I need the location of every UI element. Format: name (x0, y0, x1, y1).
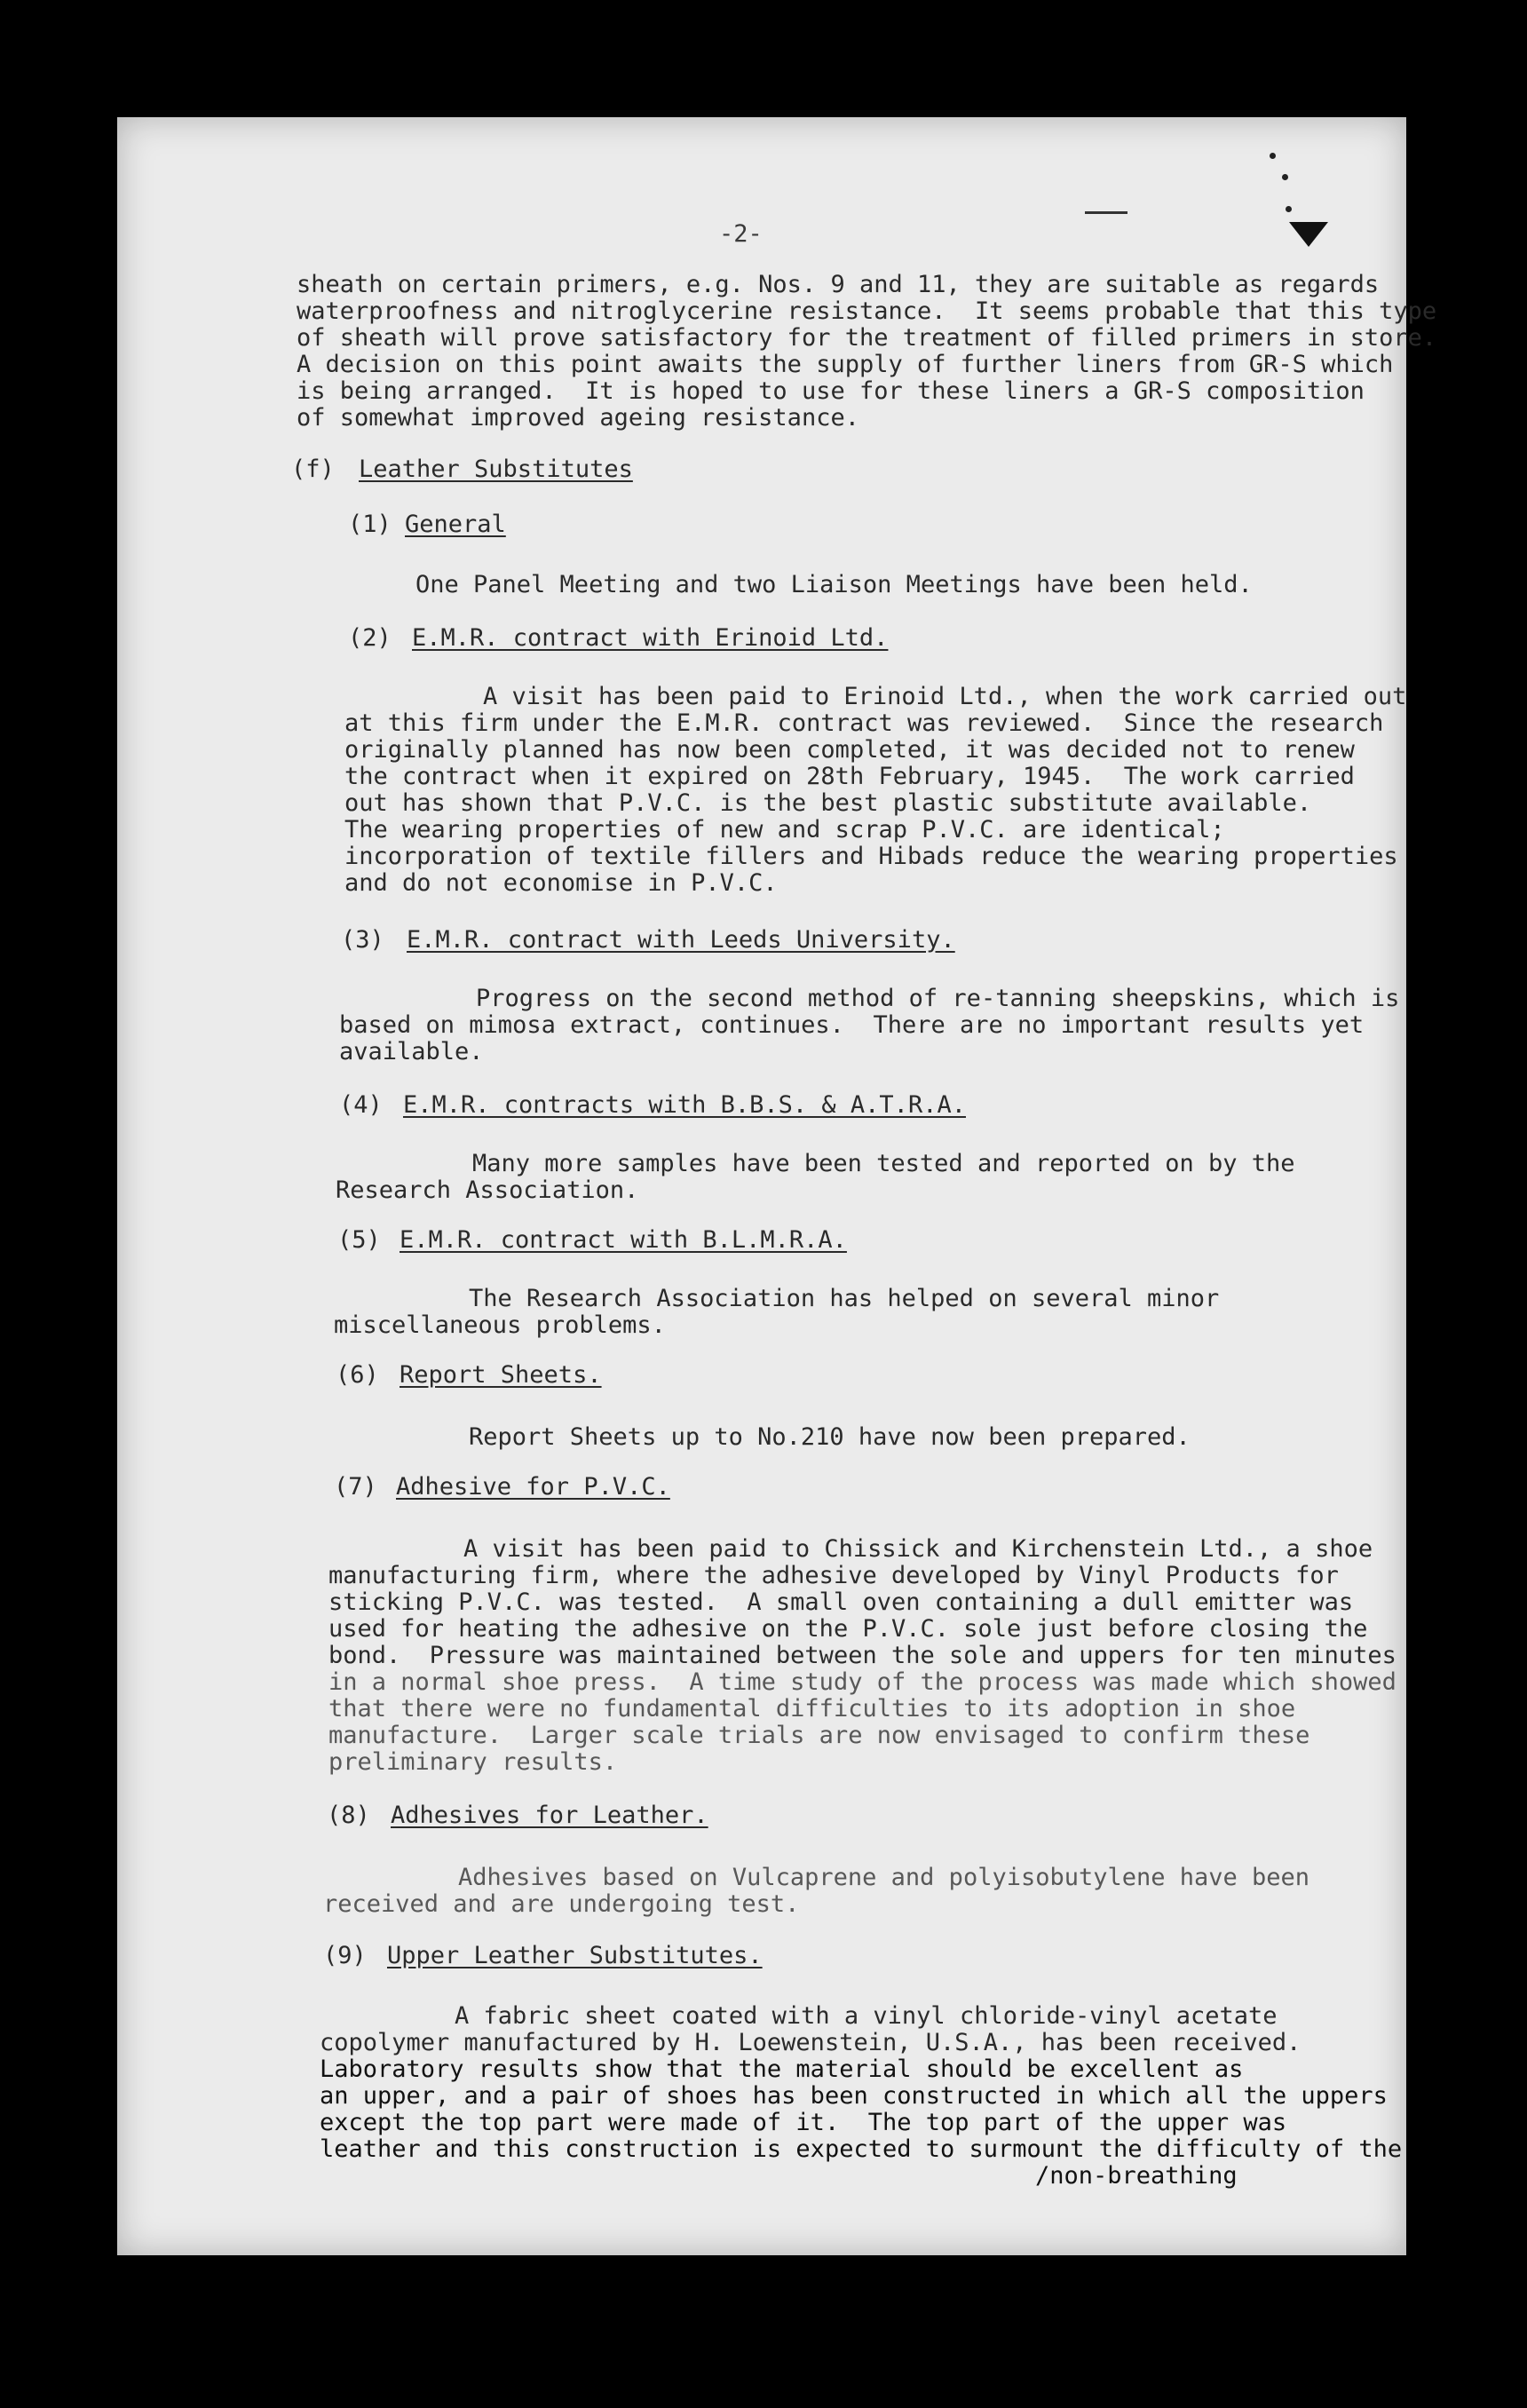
item-number: (9) (323, 1942, 367, 1969)
item-heading: Upper Leather Substitutes. (387, 1942, 763, 1969)
paragraph-line: Research Association. (336, 1176, 639, 1204)
paragraph-line: of sheath will prove satisfactory for the treatment of filled primers in store. (297, 324, 1437, 352)
paragraph-line: Progress on the second method of re-tanning sheepskins, which is (476, 985, 1400, 1012)
paragraph-line: The wearing properties of new and scrap P.V.C. are identical; (344, 816, 1225, 844)
paragraph-line: sticking P.V.C. was tested. A small oven containing a dull emitter was (328, 1588, 1354, 1616)
item-number: (4) (339, 1091, 383, 1119)
page-number: -2- (719, 220, 763, 248)
paragraph-line: manufacture. Larger scale trials are now envisaged to confirm these (328, 1722, 1310, 1749)
paragraph-line: A fabric sheet coated with a vinyl chloride-vinyl acetate (455, 2002, 1278, 2030)
paragraph-line: originally planned has now been completed, it was decided not to renew (344, 736, 1355, 764)
item-heading: General (405, 511, 506, 538)
paragraph-line: preliminary results. (328, 1748, 618, 1776)
paragraph-line: and do not economise in P.V.C. (344, 869, 778, 897)
paragraph-line: except the top part were made of it. The top part of the upper was (320, 2109, 1287, 2136)
paragraph-line: bond. Pressure was maintained between the sole and uppers for ten minutes (328, 1642, 1396, 1669)
paragraph-line: is being arranged. It is hoped to use for these liners a GR-S composition (297, 377, 1365, 405)
paragraph-line: of somewhat improved ageing resistance. (297, 404, 859, 432)
item-heading: E.M.R. contract with B.L.M.R.A. (400, 1226, 847, 1254)
paragraph-line: based on mimosa extract, continues. There are no important results yet (339, 1011, 1365, 1039)
paragraph-line: A visit has been paid to Erinoid Ltd., when the work carried out (483, 683, 1407, 710)
paragraph-line: incorporation of textile fillers and Hibads reduce the wearing properties (344, 843, 1398, 870)
paragraph-line: sheath on certain primers, e.g. Nos. 9 and 11, they are suitable as regards (297, 271, 1380, 298)
item-number: (7) (334, 1473, 377, 1501)
item-number: (6) (336, 1361, 379, 1389)
paragraph-line: available. (339, 1038, 484, 1065)
item-heading: E.M.R. contract with Erinoid Ltd. (412, 624, 889, 652)
paragraph-line: at this firm under the E.M.R. contract was reviewed. Since the research (344, 709, 1384, 737)
paragraph-line: that there were no fundamental difficulties to its adoption in shoe (328, 1695, 1296, 1723)
paragraph-line: Laboratory results show that the material should be excellent as (320, 2056, 1244, 2083)
paragraph-line: Report Sheets up to No.210 have now been prepared. (469, 1423, 1191, 1451)
paragraph-line: Many more samples have been tested and reported on by the (472, 1150, 1295, 1177)
catchword: /non-breathing (1035, 2162, 1238, 2190)
paragraph-line: manufacturing firm, where the adhesive developed by Vinyl Products for (328, 1562, 1339, 1589)
paragraph-line: the contract when it expired on 28th February, 1945. The work carried (344, 763, 1355, 790)
item-heading: E.M.R. contract with Leeds University. (407, 926, 955, 954)
section-title: Leather Substitutes (359, 455, 633, 483)
paragraph-line: leather and this construction is expected to surmount the difficulty of the (320, 2135, 1403, 2163)
ink-mark (1286, 206, 1292, 212)
item-heading: E.M.R. contracts with B.B.S. & A.T.R.A. (403, 1091, 966, 1119)
item-heading: Report Sheets. (400, 1361, 602, 1389)
paragraph-line: Adhesives based on Vulcaprene and polyisobutylene have been (458, 1864, 1310, 1891)
item-number: (1) (348, 511, 392, 538)
section-marker: (f) (291, 455, 335, 483)
ink-mark (1289, 222, 1328, 247)
ink-mark (1282, 174, 1288, 180)
item-number: (2) (348, 624, 392, 652)
paragraph-line: miscellaneous problems. (334, 1311, 666, 1339)
item-number: (8) (327, 1802, 370, 1829)
document-page (117, 117, 1406, 2255)
item-heading: Adhesives for Leather. (391, 1802, 708, 1829)
paragraph-line: copolymer manufactured by H. Loewenstein, U.S.A., has been received. (320, 2029, 1302, 2056)
item-heading: Adhesive for P.V.C. (396, 1473, 670, 1501)
paragraph-line: One Panel Meeting and two Liaison Meetings have been held. (415, 571, 1253, 598)
paragraph-line: received and are undergoing test. (323, 1890, 800, 1918)
paragraph-line: waterproofness and nitroglycerine resistance. It seems probable that this type (297, 297, 1437, 325)
paragraph-line: an upper, and a pair of shoes has been constructed in which all the uppers (320, 2082, 1388, 2110)
paragraph-line: used for heating the adhesive on the P.V.C. sole just before closing the (328, 1615, 1368, 1643)
paragraph-line: A decision on this point awaits the supply of further liners from GR-S which (297, 351, 1394, 378)
ink-mark (1085, 211, 1127, 214)
paragraph-line: out has shown that P.V.C. is the best plastic substitute available. (344, 789, 1312, 817)
paragraph-line: The Research Association has helped on several minor (469, 1285, 1220, 1312)
item-number: (5) (337, 1226, 381, 1254)
paragraph-line: in a normal shoe press. A time study of the process was made which showed (328, 1668, 1396, 1696)
ink-mark (1270, 153, 1276, 159)
paragraph-line: A visit has been paid to Chissick and Kirchenstein Ltd., a shoe (463, 1535, 1373, 1563)
item-number: (3) (341, 926, 384, 954)
